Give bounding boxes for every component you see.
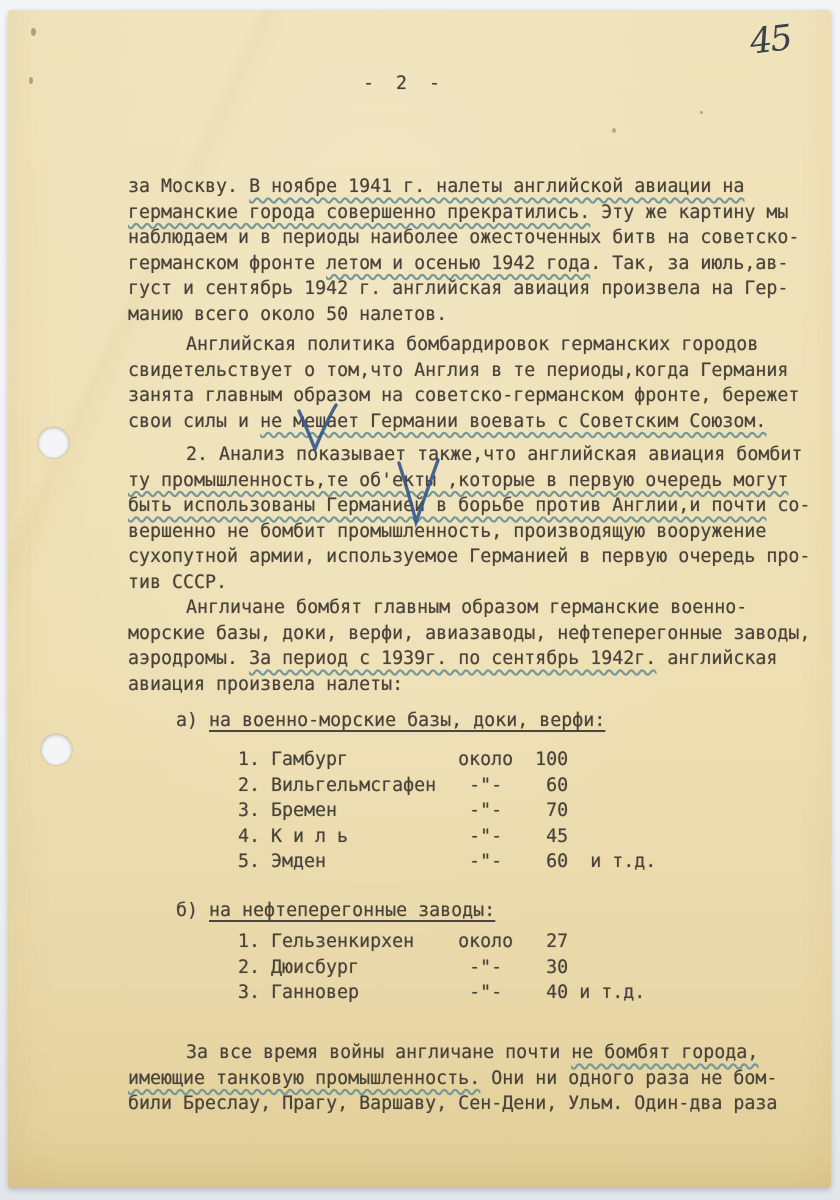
text-line xyxy=(128,519,810,545)
typed-text: Английская политика бомбардировок германских городов xyxy=(186,334,759,355)
paragraph-november-1941 xyxy=(128,174,799,327)
typed-text: авиация произвела налеты: xyxy=(128,673,404,695)
paragraph-bombing-targets xyxy=(128,595,810,697)
text-line xyxy=(128,621,810,647)
typed-text: били Бреслау, Прагу, Варшаву, Сен-Дени, Ульм. Один-два раза xyxy=(128,1093,778,1114)
paragraph-tank-industry-cities xyxy=(128,1040,777,1117)
typed-text: густ и сентябрь 1942 г. английская авиация произвела на Гер- xyxy=(128,278,789,299)
text-line xyxy=(128,1066,777,1092)
text-line xyxy=(176,898,495,924)
typed-text: за Москву. xyxy=(128,176,250,197)
typed-text: со- xyxy=(766,495,811,516)
list-row: 5. Эмден -"- 60 и т.д. xyxy=(238,851,657,872)
pencil-underlined-text: летом и осенью 1942 года xyxy=(326,252,591,274)
text-line xyxy=(128,468,810,494)
typed-text: морские базы, доки, верфи, авиазаводы, нефтеперегонные заводы, xyxy=(128,622,811,644)
list-heading-naval-targets xyxy=(176,708,605,734)
text-line xyxy=(128,646,810,672)
pencil-underlined-text: быть использованы Германией в борьбе против Англии,и почти xyxy=(128,495,767,516)
text-line xyxy=(128,302,799,328)
text-line xyxy=(128,1040,777,1066)
document-body xyxy=(8,10,831,1188)
text-line xyxy=(128,442,810,468)
checkmark-annotation-1 xyxy=(294,402,340,454)
text-line xyxy=(128,358,799,384)
typed-text: 2. Анализ показывает также,что английская авиация бомбит xyxy=(186,444,803,465)
typed-text: манию всего около 50 налетов. xyxy=(128,303,448,325)
pencil-underlined-text: германские города совершенно прекратились. xyxy=(128,201,591,223)
list-oil-refineries xyxy=(238,929,645,1006)
text-line xyxy=(128,200,799,226)
typed-text: германском фронте xyxy=(128,252,327,274)
page-number-header: - 2 - xyxy=(363,73,441,94)
text-line xyxy=(128,1091,777,1117)
text-line xyxy=(128,544,810,570)
typed-text: тив СССР. xyxy=(128,571,228,593)
typed-text: . Так, за июль,ав- xyxy=(590,252,789,274)
list-row: 4. К и л ь -"- 45 xyxy=(238,825,569,847)
list-row: 2. Вильгельмсгафен -"- 60 xyxy=(238,774,569,796)
text-line xyxy=(128,493,810,519)
text-line xyxy=(128,225,799,251)
typed-text: свои силы и xyxy=(128,410,261,432)
text-line xyxy=(128,595,810,621)
pencil-underlined-text: не мешает Германии воевать с Советским Союзом. xyxy=(260,410,767,432)
typed-text: сухопутной армии, используемое Германией в первую очередь про- xyxy=(128,546,811,567)
pencil-underlined-text: ту промышленность,те об'екты ,которые в первую очередь могут xyxy=(128,469,789,491)
typed-text: За все время войны англичане почти xyxy=(186,1042,572,1063)
typed-text: Англичане бомбят главным образом германские военно- xyxy=(186,597,748,618)
typed-text: вершенно не бомбит промышленность, производящую вооружение xyxy=(128,520,767,542)
text-line xyxy=(128,383,799,409)
typed-text: английская xyxy=(656,648,778,669)
text-line xyxy=(128,409,799,435)
list-row: 3. Ганновер -"- 40 и т.д. xyxy=(238,982,646,1003)
pencil-underlined-text: В ноябре 1941 г. налеты английской авиации на xyxy=(249,176,745,197)
list-heading-text: на нефтеперегонные заводы: xyxy=(209,900,496,921)
list-marker: а) xyxy=(176,710,210,731)
list-row: 1. Гельзенкирхен около 27 xyxy=(238,931,569,952)
paragraph-english-policy xyxy=(128,332,799,434)
typed-text: аэродромы. xyxy=(128,648,250,669)
list-row: 2. Дюисбург -"- 30 xyxy=(238,956,569,978)
text-line xyxy=(128,672,810,698)
text-line xyxy=(128,174,799,200)
handwritten-page-number: 45 xyxy=(747,18,793,63)
text-line xyxy=(176,708,605,734)
list-row: 1. Гамбург около 100 xyxy=(238,749,569,770)
list-heading-oil-refineries xyxy=(176,898,495,924)
list-naval-targets xyxy=(238,747,656,875)
typed-text: занята главным образом на советско-германском фронте, бережет xyxy=(128,385,800,406)
typed-text: наблюдаем и в периоды наиболее ожесточенных битв на советско- xyxy=(128,227,800,248)
text-line xyxy=(128,570,810,596)
text-line xyxy=(128,276,799,302)
pencil-underlined-text: За период с 1939г. по сентябрь 1942г. xyxy=(249,648,657,669)
list-row: 3. Бремен -"- 70 xyxy=(238,800,569,821)
checkmark-annotation-2 xyxy=(393,456,441,528)
list-heading-text: на военно-морские базы, доки, верфи: xyxy=(209,710,606,731)
list-marker: б) xyxy=(176,900,210,921)
text-line xyxy=(128,251,799,277)
typed-text: Они ни одного раза не бом- xyxy=(480,1067,778,1089)
scanned-page xyxy=(8,10,831,1188)
paragraph-analysis-point-2 xyxy=(128,442,810,595)
typed-text: Эту же картину мы xyxy=(590,201,789,223)
pencil-underlined-text: не бомбят города, xyxy=(571,1042,759,1063)
typed-text: свидетельствует о том,что Англия в те периоды,когда Германия xyxy=(128,359,789,381)
text-line xyxy=(128,332,799,358)
pencil-underlined-text: имеющие танковую промышленность. xyxy=(128,1067,481,1089)
